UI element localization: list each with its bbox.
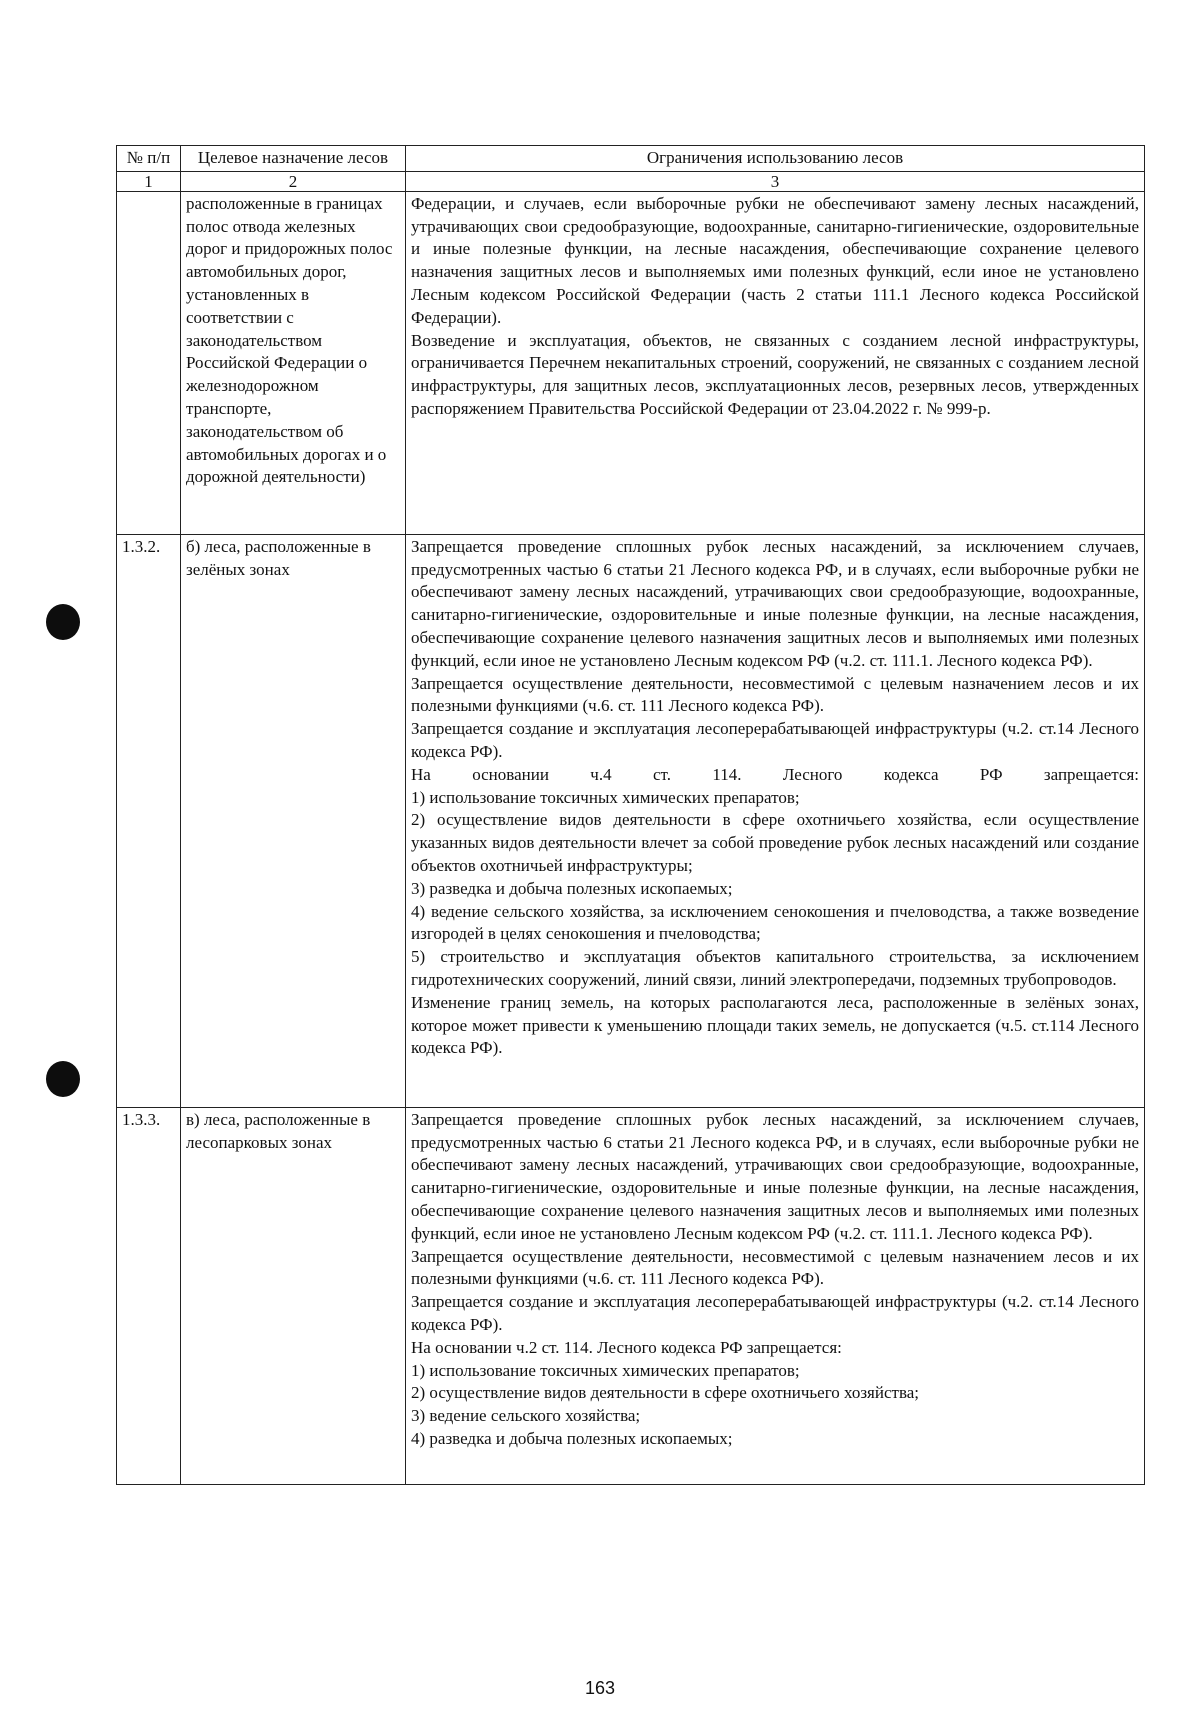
header-purpose: Целевое назначение лесов xyxy=(181,146,406,172)
row-purpose: б) леса, расположенные в зелёных зонах xyxy=(181,534,406,1107)
restriction-list-item: 2) осуществление видов деятельности в сфере охотничьего хозяйства, если осуществление указанных видов деятельности влечет за собой проведение рубок лесных насаждений или создание объектов охотничьей инфраструктуры; xyxy=(411,810,1139,875)
restriction-paragraph: Запрещается осуществление деятельности, несовместимой с целевым назначением лесов и их полезными функциями (ч.6. ст. 111 Лесного кодекса РФ). xyxy=(411,1246,1139,1289)
restriction-list-item: 2) осуществление видов деятельности в сфере охотничьего хозяйства; xyxy=(411,1383,920,1403)
restriction-paragraph: На основании ч.4 ст. 114. Лесного кодекса РФ запрещается: xyxy=(411,764,1139,784)
row-restrictions xyxy=(406,534,1145,1107)
restriction-paragraph: Федерации, и случаев, если выборочные рубки не обеспечивают замену лесных насаждений, утрачивающих свои средообразующие, водоохранные, санитарно-гигиенические, оздоровительные и иные полезные функции, на лесные насаждения, обеспечивающие сохранение целевого назначения защитных лесов и выполняемых ими полезных функций, если иное не установлено Лесным кодексом Российской Федерации (часть 2 статьи 111.1 Лесного кодекса Российской Федерации). xyxy=(411,193,1139,327)
restriction-paragraph: Запрещается проведение сплошных рубок лесных насаждений, за исключением случаев, предусмотренных частью 6 статьи 21 Лесного кодекса РФ, и в случаях, если выборочные рубки не обеспечивают замену лесных насаждений, утрачивающих свои средообразующие, водоохранные, санитарно-гигиенические, оздоровительные и иные полезные функции, на лесные насаждения, обеспечивающие сохранение целевого назначения защитных лесов и выполняемых ими полезных функций, если иное не установлено Лесным кодексом РФ (ч.2. ст. 111.1. Лесного кодекса РФ). xyxy=(411,1109,1139,1243)
header-restrictions: Ограничения использованию лесов xyxy=(406,146,1145,172)
page-number: 163 xyxy=(584,1678,616,1698)
column-number: 3 xyxy=(406,171,1145,191)
row-restrictions xyxy=(406,191,1145,534)
restriction-paragraph: Запрещается осуществление деятельности, несовместимой с целевым назначением лесов и их полезными функциями (ч.6. ст. 111 Лесного кодекса РФ). xyxy=(411,673,1139,716)
punch-hole-mark xyxy=(46,1061,80,1097)
row-restrictions xyxy=(406,1107,1145,1484)
table-row xyxy=(117,191,1145,534)
column-number: 1 xyxy=(117,171,181,191)
column-number-row xyxy=(117,171,1145,191)
restriction-paragraph: Запрещается проведение сплошных рубок лесных насаждений, за исключением случаев, предусмотренных частью 6 статьи 21 Лесного кодекса РФ, и в случаях, если выборочные рубки не обеспечивают замену лесных насаждений, утрачивающих свои средообразующие, водоохранные, санитарно-гигиенические, оздоровительные и иные полезные функции, на лесные насаждения, обеспечивающие сохранение целевого назначения защитных лесов и выполняемых ими полезных функций, если иное не установлено Лесным кодексом РФ (ч.2. ст. 111.1. Лесного кодекса РФ). xyxy=(411,536,1139,670)
row-purpose: в) леса, расположенные в лесопарковых зонах xyxy=(181,1107,406,1484)
restriction-list-item: 4) ведение сельского хозяйства, за исключением сенокошения и пчеловодства, а также возведение изгородей в целях сенокошения и пчеловодства; xyxy=(411,901,1139,944)
restriction-paragraph: Запрещается создание и эксплуатация лесоперерабатывающей инфраструктуры (ч.2. ст.14 Лесного кодекса РФ). xyxy=(411,719,1139,761)
restriction-list-item: 5) строительство и эксплуатация объектов капитального строительства, за исключением гидротехнических сооружений, линий связи, линий электропередачи, подземных трубопроводов. xyxy=(411,947,1139,989)
restriction-paragraph: На основании ч.2 ст. 114. Лесного кодекса РФ запрещается: xyxy=(411,1337,842,1357)
restriction-list-item: 3) разведка и добыча полезных ископаемых; xyxy=(411,878,733,898)
restriction-list-item: 1) использование токсичных химических препаратов; xyxy=(411,1360,800,1380)
table-header-row xyxy=(117,146,1145,172)
table-row xyxy=(117,1107,1145,1484)
restriction-list-item: 3) ведение сельского хозяйства; xyxy=(411,1406,641,1426)
restriction-paragraph: Изменение границ земель, на которых располагаются леса, расположенные в зелёных зонах, которое может привести к уменьшению площади таких земель, не допускается (ч.5. ст.114 Лесного кодекса РФ). xyxy=(411,992,1139,1058)
row-number: 1.3.2. xyxy=(117,534,181,1107)
restriction-list-item: 4) разведка и добыча полезных ископаемых; xyxy=(411,1428,733,1448)
restriction-paragraph: Запрещается создание и эксплуатация лесоперерабатывающей инфраструктуры (ч.2. ст.14 Лесного кодекса РФ). xyxy=(411,1292,1139,1334)
column-number: 2 xyxy=(181,171,406,191)
table-row xyxy=(117,534,1145,1107)
row-number: 1.3.3. xyxy=(117,1107,181,1484)
row-number xyxy=(117,191,181,534)
restriction-list-item: 1) использование токсичных химических препаратов; xyxy=(411,787,800,807)
forest-restrictions-table xyxy=(116,145,1145,1485)
header-number: № п/п xyxy=(117,146,181,172)
restriction-paragraph: Возведение и эксплуатация, объектов, не связанных с созданием лесной инфраструктуры, ограничивается Перечнем некапитальных строений, сооружений, не связанных с созданием лесной инфраструктуры, для защитных лесов, эксплуатационных лесов, резервных лесов, утвержденных распоряжением Правительства Российской Федерации от 23.04.2022 г. № 999-р. xyxy=(411,330,1139,418)
row-purpose: расположенные в границах полос отвода железных дорог и придорожных полос автомобильных дорог, установленных в соответствии с законодательством Российской Федерации о железнодорожном транспорте, законодательством об автомобильных дорогах и о дорожной деятельности) xyxy=(181,191,406,534)
punch-hole-mark xyxy=(46,604,80,640)
